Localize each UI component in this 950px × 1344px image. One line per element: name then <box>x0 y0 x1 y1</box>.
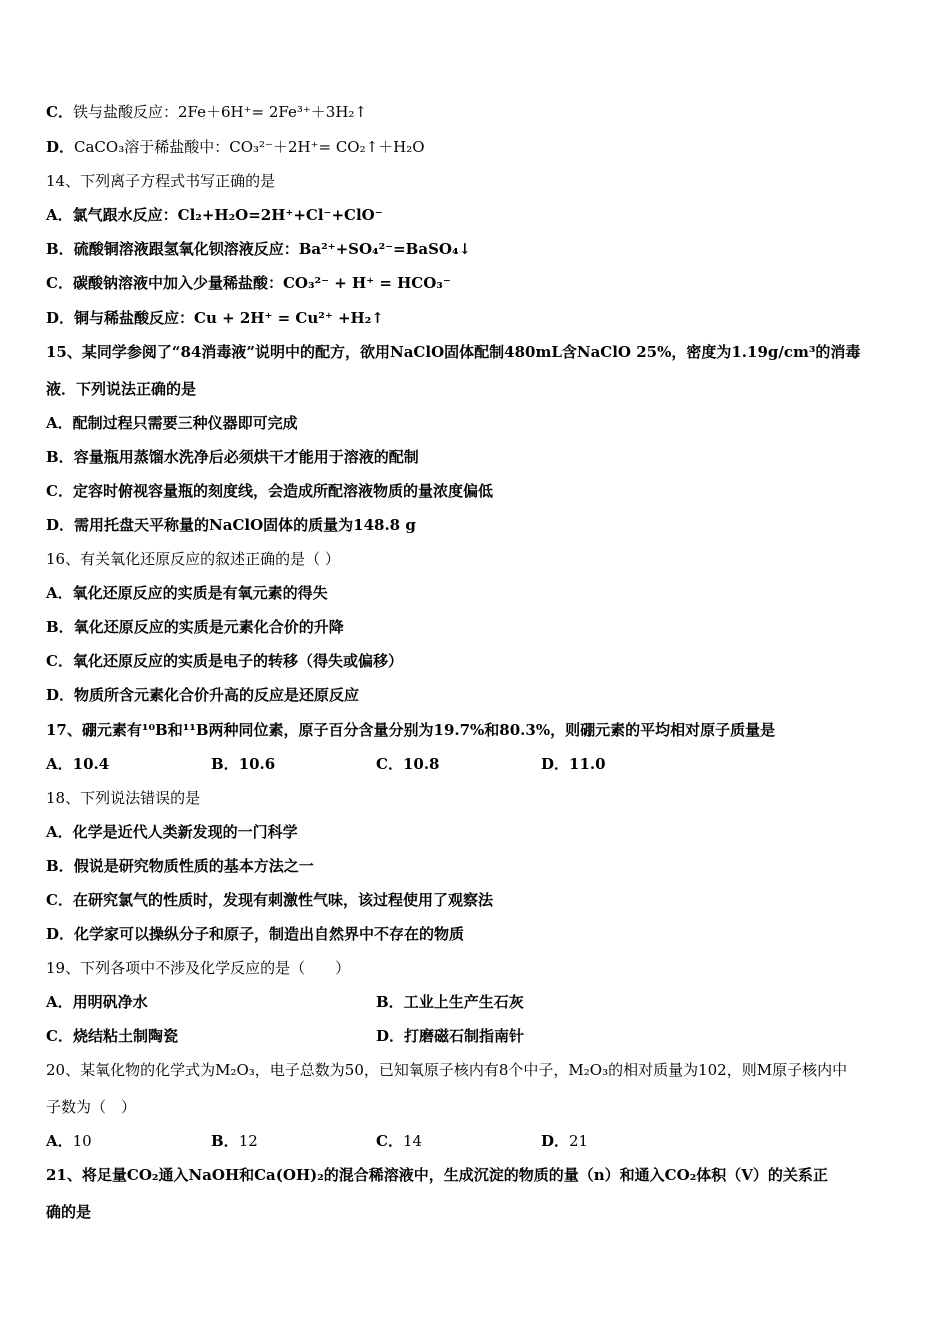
option-label: B． <box>46 857 74 875</box>
q14-option-c <box>46 273 451 293</box>
option-text: 10.6 <box>238 755 276 773</box>
option-text: 14 <box>402 1132 423 1150</box>
option-label: D． <box>46 138 75 156</box>
q13-option-d <box>46 137 425 157</box>
option-text: 化学家可以操纵分子和原子，制造出自然界中不存在的物质 <box>74 925 465 943</box>
q18-stem: 18、下列说法错误的是 <box>46 789 201 807</box>
option-text: 配制过程只需要三种仪器即可完成 <box>72 414 298 432</box>
option-text: 铜与稀盐酸反应：Cu + 2H⁺ = Cu²⁺ +H₂↑ <box>74 309 384 327</box>
option-label: D． <box>541 755 570 773</box>
option-label: C． <box>46 274 73 292</box>
q14-stem: 14、下列离子方程式书写正确的是 <box>46 172 276 190</box>
option-label: C． <box>46 1027 73 1045</box>
q19-option-b <box>376 992 524 1012</box>
option-label: C． <box>46 652 73 670</box>
option-text: 碳酸钠溶液中加入少量稀盐酸：CO₃²⁻ + H⁺ = HCO₃⁻ <box>72 274 451 292</box>
option-label: B． <box>376 993 404 1011</box>
option-label: A． <box>46 823 73 841</box>
option-label: C． <box>46 482 73 500</box>
option-label: D． <box>46 516 75 534</box>
q16-option-b <box>46 617 344 637</box>
option-text: 11.0 <box>569 755 606 773</box>
option-label: C． <box>376 755 403 773</box>
option-text: CaCO₃溶于稀盐酸中：CO₃²⁻＋2H⁺= CO₂↑＋H₂O <box>74 138 425 156</box>
q20-option-c <box>376 1131 422 1151</box>
option-label: A． <box>46 755 73 773</box>
option-label: D． <box>46 925 75 943</box>
q16-stem: 16、有关氧化还原反应的叙述正确的是（ ） <box>46 550 340 568</box>
option-label: B． <box>211 755 239 773</box>
q19-option-a <box>46 992 148 1012</box>
option-text: 需用托盘天平称量的NaClO固体的质量为148.8 g <box>74 516 416 534</box>
option-text: 物质所含元素化合价升高的反应是还原反应 <box>74 686 360 704</box>
q17-stem: 17、硼元素有¹⁰B和¹¹B两种同位素，原子百分含量分别为19.7%和80.3%，则硼元素的平均相对原子质量是 <box>46 721 776 739</box>
option-label: A． <box>46 206 73 224</box>
option-label: D． <box>46 309 75 327</box>
option-text: 烧结粘土制陶瓷 <box>72 1027 178 1045</box>
option-text: 假说是研究物质性质的基本方法之一 <box>73 857 314 875</box>
option-label: A． <box>46 414 73 432</box>
option-label: B． <box>211 1132 239 1150</box>
option-text: 12 <box>238 1132 258 1150</box>
option-text: 10.8 <box>402 755 440 773</box>
q21-stem-line1: 21、将足量CO₂通入NaOH和Ca(OH)₂的混合稀溶液中，生成沉淀的物质的量（n）和通入CO₂体积（V）的关系正 <box>46 1166 828 1184</box>
option-label: A． <box>46 1132 73 1150</box>
option-label: C． <box>46 103 73 121</box>
q15-stem-line1: 15、某同学参阅了“84消毒液”说明中的配方，欲用NaClO固体配制480mL含NaClO 25%，密度为1.19g/cm³的消毒 <box>46 343 861 361</box>
option-label: B． <box>46 240 74 258</box>
option-label: A． <box>46 993 73 1011</box>
q20-stem-line1: 20、某氧化物的化学式为M₂O₃，电子总数为50，已知氧原子核内有8个中子，M₂O₃的相对质量为102，则M原子核内中 <box>46 1061 848 1079</box>
option-text: 氯气跟水反应：Cl₂+H₂O=2H⁺+Cl⁻+ClO⁻ <box>72 206 383 224</box>
option-text: 化学是近代人类新发现的一门科学 <box>72 823 298 841</box>
option-label: D． <box>46 686 75 704</box>
option-label: B． <box>46 448 74 466</box>
option-text: 10 <box>72 1132 92 1150</box>
q20-option-a <box>46 1131 92 1151</box>
q15-option-d <box>46 515 416 535</box>
q17-option-d <box>541 754 606 774</box>
q15-option-a <box>46 413 298 433</box>
q20-stem-line2: 子数为（ ） <box>46 1098 137 1116</box>
q19-stem: 19、下列各项中不涉及化学反应的是（ ） <box>46 959 351 977</box>
q17-option-b <box>211 754 275 774</box>
option-text: 硫酸铜溶液跟氢氧化钡溶液反应：Ba²⁺+SO₄²⁻=BaSO₄↓ <box>73 240 472 258</box>
option-text: 21 <box>569 1132 589 1150</box>
q14-option-b <box>46 239 471 259</box>
q17-option-c <box>376 754 440 774</box>
q15-option-c <box>46 481 493 501</box>
q13-option-c <box>46 102 367 122</box>
option-text: 容量瓶用蒸馏水洗净后必须烘干才能用于溶液的配制 <box>73 448 419 466</box>
option-text: 氧化还原反应的实质是元素化合价的升降 <box>73 618 344 636</box>
option-text: 在研究氯气的性质时，发现有刺激性气味，该过程使用了观察法 <box>72 891 493 909</box>
q19-option-d <box>376 1026 524 1046</box>
option-label: D． <box>541 1132 570 1150</box>
q18-option-d <box>46 924 464 944</box>
option-label: A． <box>46 584 73 602</box>
q18-option-b <box>46 856 314 876</box>
q21-stem-line2: 确的是 <box>46 1203 92 1221</box>
option-label: C． <box>376 1132 403 1150</box>
q16-option-d <box>46 685 359 705</box>
option-text: 铁与盐酸反应：2Fe＋6H⁺= 2Fe³⁺＋3H₂↑ <box>72 103 367 121</box>
q14-option-d <box>46 308 384 328</box>
option-label: C． <box>46 891 73 909</box>
option-text: 定容时俯视容量瓶的刻度线，会造成所配溶液物质的量浓度偏低 <box>72 482 493 500</box>
q18-option-c <box>46 890 493 910</box>
q15-option-b <box>46 447 419 467</box>
q19-option-c <box>46 1026 178 1046</box>
option-label: B． <box>46 618 74 636</box>
q17-option-a <box>46 754 109 774</box>
option-text: 氧化还原反应的实质是有氧元素的得失 <box>72 584 328 602</box>
q20-option-d <box>541 1131 588 1151</box>
q20-option-b <box>211 1131 258 1151</box>
option-text: 用明矾净水 <box>72 993 148 1011</box>
option-text: 10.4 <box>72 755 110 773</box>
q16-option-c <box>46 651 403 671</box>
option-text: 工业上生产生石灰 <box>403 993 524 1011</box>
q14-option-a <box>46 205 383 225</box>
option-text: 打磨磁石制指南针 <box>404 1027 525 1045</box>
option-text: 氧化还原反应的实质是电子的转移（得失或偏移） <box>72 652 403 670</box>
q16-option-a <box>46 583 328 603</box>
q15-stem-line2: 液．下列说法正确的是 <box>46 380 197 398</box>
option-label: D． <box>376 1027 405 1045</box>
q18-option-a <box>46 822 298 842</box>
